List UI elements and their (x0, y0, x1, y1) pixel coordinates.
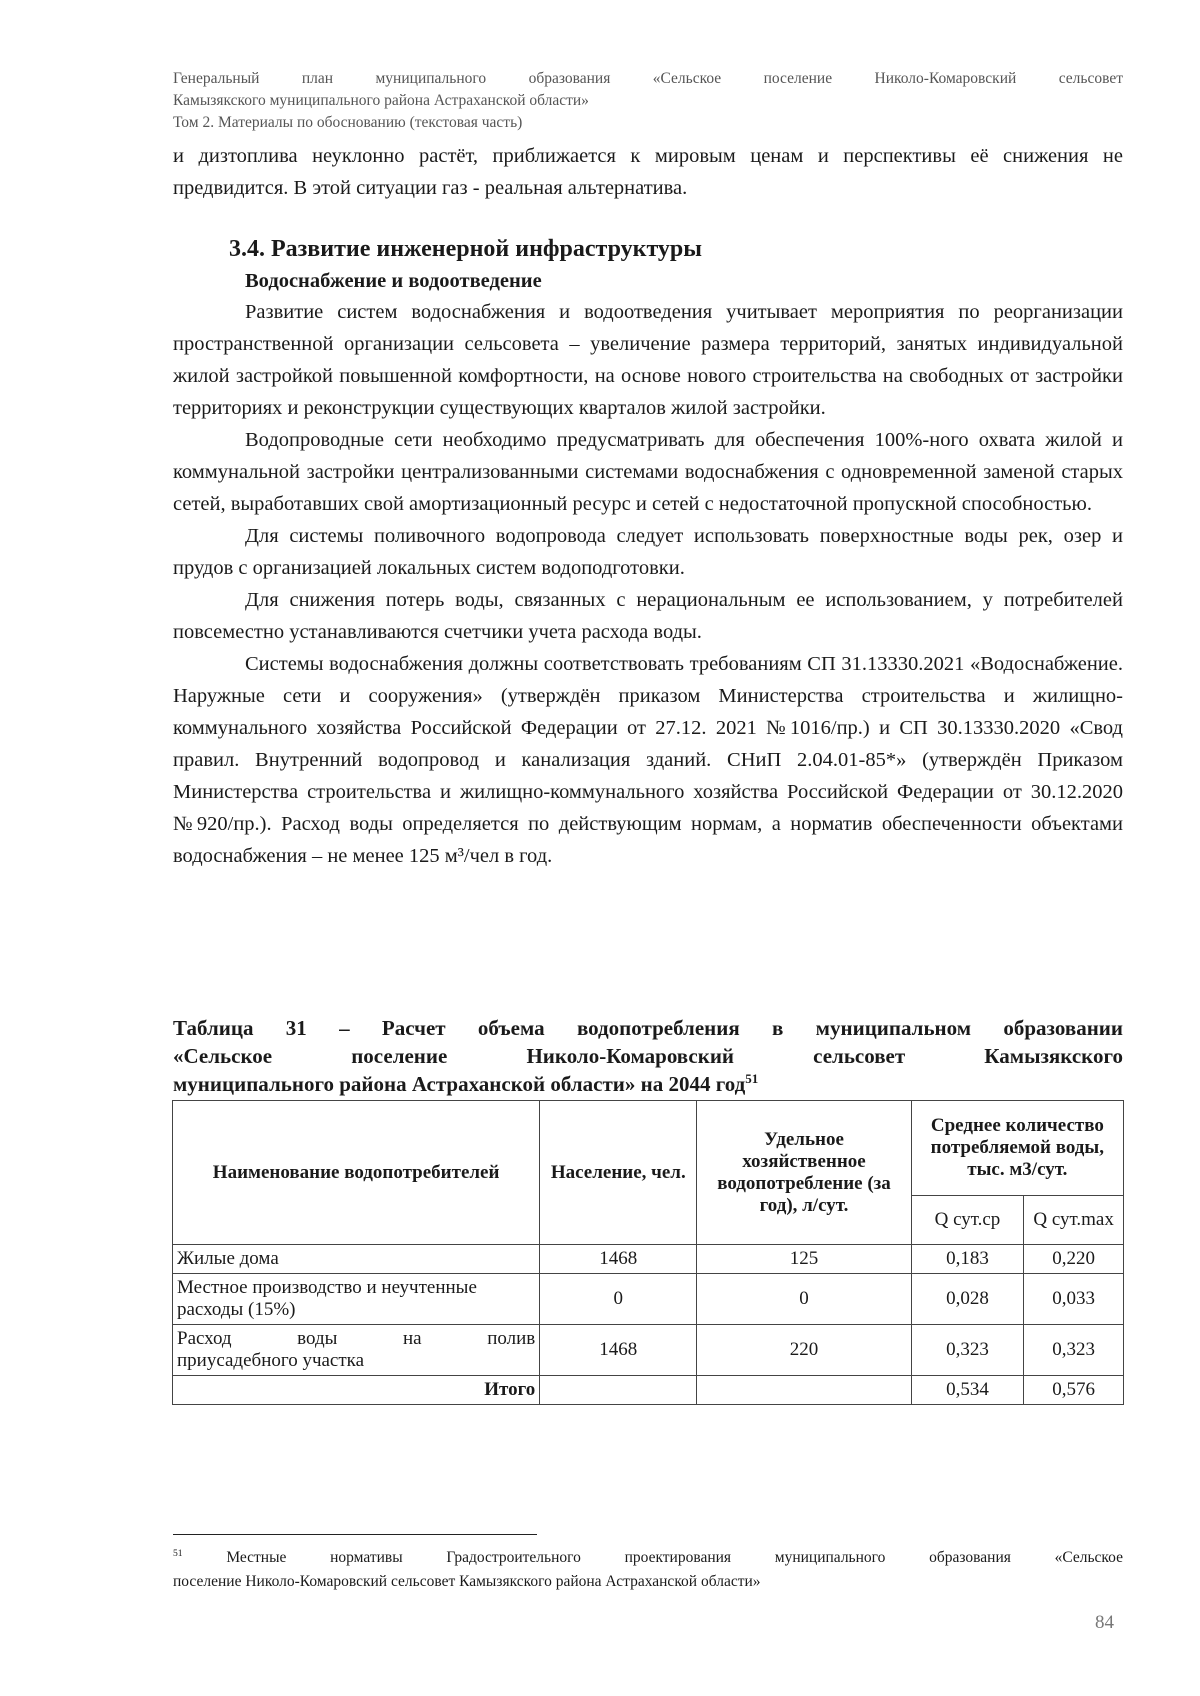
col-header-average: Среднее количество потребляемой воды, тыс. м3/сут. (911, 1101, 1123, 1196)
cell-q-avg: 0,183 (911, 1245, 1024, 1274)
table-total-row (173, 1376, 1124, 1405)
cell-total-label: Итого (173, 1376, 540, 1405)
header-line-2: Камызякского муниципального района Астраханской области» (173, 92, 589, 109)
body-text (173, 140, 1123, 872)
cell-population: 1468 (540, 1325, 697, 1376)
cell-total-q-avg: 0,534 (911, 1376, 1024, 1405)
header-line-1: Генеральный план муниципального образования «Сельское поселение Николо-Комаровский сельсовет (173, 70, 1123, 87)
cell-name-line-1: Местное производство и неучтенные (177, 1277, 477, 1298)
footnote-line-2: поселение Николо-Комаровский сельсовет Камызякского района Астраханской области» (173, 1573, 761, 1590)
cell-q-avg: 0,028 (911, 1274, 1024, 1325)
caption-line-3-text: муниципального района Астраханской области» на 2044 год (173, 1072, 746, 1096)
table-header-row (173, 1101, 1124, 1196)
col-header-name: Наименование водопотребителей (173, 1101, 540, 1245)
cell-empty (697, 1376, 911, 1405)
cell-specific: 0 (697, 1274, 911, 1325)
table-caption (173, 1014, 1123, 1098)
paragraph: Развитие систем водоснабжения и водоотведения учитывает мероприятия по реорганизации пространственной организации сельсовета – увеличение размера территорий, занятых индивидуальной жилой застройкой повышенной комфортности, на основе нового строительства на свободных от застройки территориях и реконструкции существующих кварталов жилой застройки. (173, 301, 1123, 419)
cell-name-line-1: Расход воды на полив (177, 1328, 536, 1349)
cell-q-max: 0,033 (1024, 1274, 1124, 1325)
section-subtitle: Водоснабжение и водоотведение (245, 270, 542, 292)
page-number: 84 (1095, 1612, 1114, 1633)
cell-name-line-2: расходы (15%) (177, 1299, 296, 1320)
caption-footnote-ref: 51 (745, 1071, 759, 1086)
table-row (173, 1274, 1124, 1325)
cell-total-q-max: 0,576 (1024, 1376, 1124, 1405)
cell-name (173, 1274, 540, 1325)
footnote-separator (173, 1534, 537, 1535)
col-header-population: Население, чел. (540, 1101, 697, 1245)
col-header-specific: Удельное хозяйственное водопотребление (за год), л/сут. (697, 1101, 911, 1245)
intro-paragraph: и дизтоплива неуклонно растёт, приближается к мировым ценам и перспективы её снижения не предвидится. В этой ситуации газ - реальная альтернатива. (173, 145, 1123, 199)
cell-q-max: 0,220 (1024, 1245, 1124, 1274)
col-header-q-max: Q сут.max (1024, 1196, 1124, 1245)
cell-empty (540, 1376, 697, 1405)
cell-name: Жилые дома (173, 1245, 540, 1274)
footnote-number: 51 (173, 1547, 183, 1559)
cell-q-max: 0,323 (1024, 1325, 1124, 1376)
cell-population: 1468 (540, 1245, 697, 1274)
running-header (173, 68, 1123, 134)
cell-population: 0 (540, 1274, 697, 1325)
paragraph: Для снижения потерь воды, связанных с нерациональным ее использованием, у потребителей повсеместно устанавливаются счетчики учета расхода воды. (173, 589, 1123, 643)
cell-name (173, 1325, 540, 1376)
caption-line-3 (173, 1070, 1123, 1098)
table-row (173, 1325, 1124, 1376)
cell-q-avg: 0,323 (911, 1325, 1024, 1376)
table-row (173, 1245, 1124, 1274)
paragraph: Водопроводные сети необходимо предусматривать для обеспечения 100%-ного охвата жилой и коммунальной застройки централизованными системами водоснабжения с одновременной заменой старых сетей, выработавших свой амортизационный ресурс и сетей с недостаточной пропускной способностью. (173, 429, 1123, 515)
col-header-q-avg: Q сут.ср (911, 1196, 1024, 1245)
section-title: 3.4. Развитие инженерной инфраструктуры (229, 236, 703, 262)
header-line-3: Том 2. Материалы по обоснованию (текстовая часть) (173, 114, 523, 131)
footnote-line-1 (173, 1546, 1123, 1570)
caption-line-1: Таблица 31 – Расчет объема водопотребления в муниципальном образовании (173, 1016, 1123, 1040)
footnote-line-1-text: Местные нормативы Градостроительного проектирования муниципального образования «Сельское (226, 1549, 1123, 1566)
cell-specific: 125 (697, 1245, 911, 1274)
cell-name-line-2: приусадебного участка (177, 1350, 365, 1371)
caption-line-2: «Сельское поселение Николо-Комаровский сельсовет Камызякского (173, 1044, 1123, 1068)
paragraph: Системы водоснабжения должны соответствовать требованиям СП 31.13330.2021 «Водоснабжение. Наружные сети и сооружения» (утверждён приказом Министерства строительства и жилищно-коммунального хозяйства Российской Федерации от 27.12. 2021 №1016/пр.) и СП 30.13330.2020 «Свод правил. Внутренний водопровод и канализация зданий. СНиП 2.04.01-85*» (утверждён Приказом Министерства строительства и жилищно-коммунального хозяйства Российской Федерации от 30.12.2020 №920/пр.). Расход воды определяется по действующим нормам, а норматив обеспеченности объектами водоснабжения – не менее 125 м³/чел в год. (173, 653, 1123, 867)
footnote (173, 1546, 1123, 1594)
paragraph: Для системы поливочного водопровода следует использовать поверхностные воды рек, озер и прудов с организацией локальных систем водоподготовки. (173, 525, 1123, 579)
cell-specific: 220 (697, 1325, 911, 1376)
water-consumption-table (172, 1100, 1124, 1405)
